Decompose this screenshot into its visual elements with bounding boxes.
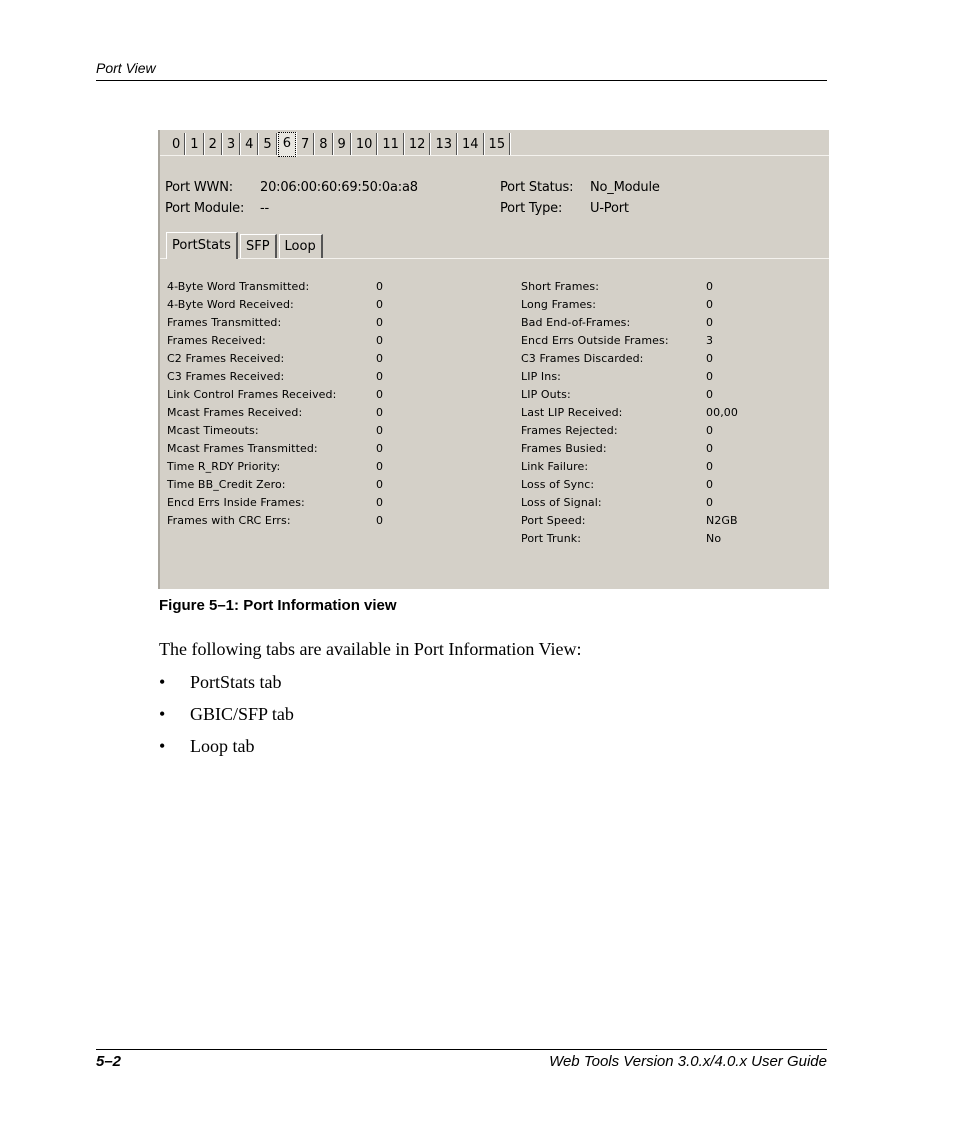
port-type-label: Port Type: [500,201,563,216]
tab-portstats[interactable]: PortStats [166,232,238,259]
port-tab-9[interactable]: 9 [334,133,351,155]
port-type-value: U-Port [590,201,629,216]
divider [160,258,829,259]
stat-value: 0 [706,424,714,437]
stat-value: 0 [376,442,384,455]
stat-label: Mcast Frames Transmitted: [167,442,318,455]
port-tab-4[interactable]: 4 [241,133,258,155]
stat-value: 0 [376,298,384,311]
stat-label: Frames Busied: [521,442,607,455]
port-tab-11[interactable]: 11 [378,133,404,155]
list-item [159,736,294,768]
stat-label: Short Frames: [521,280,600,293]
list-item [159,672,294,704]
sub-tab-bar [166,232,325,258]
stat-label: 4-Byte Word Transmitted: [167,280,310,293]
bullet-icon: • [159,672,166,692]
stat-label: Frames with CRC Errs: [167,514,291,527]
port-module-label: Port Module: [165,201,245,216]
figure-caption: Figure 5–1: Port Information view [159,597,397,614]
tab-sfp[interactable]: SFP [240,234,277,258]
page-number: 5–2 [96,1053,122,1070]
port-tab-1[interactable]: 1 [186,133,203,155]
port-tab-3[interactable]: 3 [223,133,240,155]
port-tab-12[interactable]: 12 [405,133,431,155]
stat-label: Frames Transmitted: [167,316,282,329]
stat-value: 0 [706,352,714,365]
port-module-value: -- [260,201,269,216]
port-tab-14[interactable]: 14 [458,133,484,155]
stat-value: 0 [376,514,384,527]
bullet-icon: • [159,736,166,756]
port-tab-8[interactable]: 8 [315,133,332,155]
stat-value: 0 [706,478,714,491]
stat-value: 0 [376,478,384,491]
port-status-label: Port Status: [500,180,574,195]
stat-value: 0 [706,442,714,455]
stat-label: Frames Rejected: [521,424,618,437]
stat-value: 0 [706,388,714,401]
stat-label: Link Control Frames Received: [167,388,337,401]
stat-value: 0 [376,424,384,437]
stat-value: 0 [376,496,384,509]
stat-value: 3 [706,334,714,347]
port-tab-10[interactable]: 10 [352,133,378,155]
port-tab-15[interactable]: 15 [485,133,511,155]
list-item [159,704,294,736]
stat-value: 0 [376,370,384,383]
list-item-text: GBIC/SFP tab [190,704,294,724]
stat-label: Mcast Frames Received: [167,406,303,419]
port-status-value: No_Module [590,180,660,195]
port-information-panel [158,130,829,589]
stat-label: Port Trunk: [521,532,582,545]
intro-paragraph: The following tabs are available in Port Information View: [159,639,582,659]
stat-value: 0 [376,352,384,365]
stat-label: Long Frames: [521,298,597,311]
stat-label: C3 Frames Discarded: [521,352,644,365]
port-tab-bar [168,133,511,155]
stat-label: Time R_RDY Priority: [167,460,281,473]
port-tab-6[interactable]: 6 [278,132,296,157]
stat-label: Encd Errs Outside Frames: [521,334,669,347]
stat-value: 0 [706,370,714,383]
stat-label: Encd Errs Inside Frames: [167,496,305,509]
stat-label: Frames Received: [167,334,266,347]
list-item-text: Loop tab [190,736,255,756]
running-head: Port View [96,60,827,81]
footer-rule [96,1049,827,1050]
stat-label: Mcast Timeouts: [167,424,259,437]
stat-label: C2 Frames Received: [167,352,285,365]
stat-label: Bad End-of-Frames: [521,316,631,329]
divider [160,155,829,156]
stat-value: 0 [706,496,714,509]
stat-value: 0 [706,460,714,473]
list-item-text: PortStats tab [190,672,282,692]
stat-value: 0 [706,316,714,329]
stat-label: C3 Frames Received: [167,370,285,383]
stat-value: 0 [376,460,384,473]
stat-label: Loss of Signal: [521,496,602,509]
port-wwn-label: Port WWN: [165,180,233,195]
tab-list [159,672,294,768]
stat-value: 0 [376,388,384,401]
port-tab-7[interactable]: 7 [297,133,314,155]
bullet-icon: • [159,704,166,724]
stat-label: Time BB_Credit Zero: [167,478,286,491]
port-tab-0[interactable]: 0 [168,133,185,155]
port-tab-2[interactable]: 2 [205,133,222,155]
tab-loop[interactable]: Loop [279,234,323,258]
stat-label: LIP Outs: [521,388,571,401]
stat-label: Port Speed: [521,514,586,527]
stat-value: 0 [376,316,384,329]
stat-value: 0 [376,280,384,293]
stat-value: 0 [706,298,714,311]
stat-value: N2GB [706,514,738,527]
stat-label: 4-Byte Word Received: [167,298,294,311]
stat-label: LIP Ins: [521,370,561,383]
footer-title: Web Tools Version 3.0.x/4.0.x User Guide [549,1053,827,1070]
stat-value: 00,00 [706,406,738,419]
stat-value: 0 [376,406,384,419]
port-tab-13[interactable]: 13 [431,133,457,155]
stat-value: 0 [706,280,714,293]
port-tab-5[interactable]: 5 [259,133,276,155]
port-wwn-value: 20:06:00:60:69:50:0a:a8 [260,180,418,195]
stat-label: Link Failure: [521,460,589,473]
stat-label: Loss of Sync: [521,478,595,491]
stat-label: Last LIP Received: [521,406,623,419]
stat-value: No [706,532,722,545]
stat-value: 0 [376,334,384,347]
